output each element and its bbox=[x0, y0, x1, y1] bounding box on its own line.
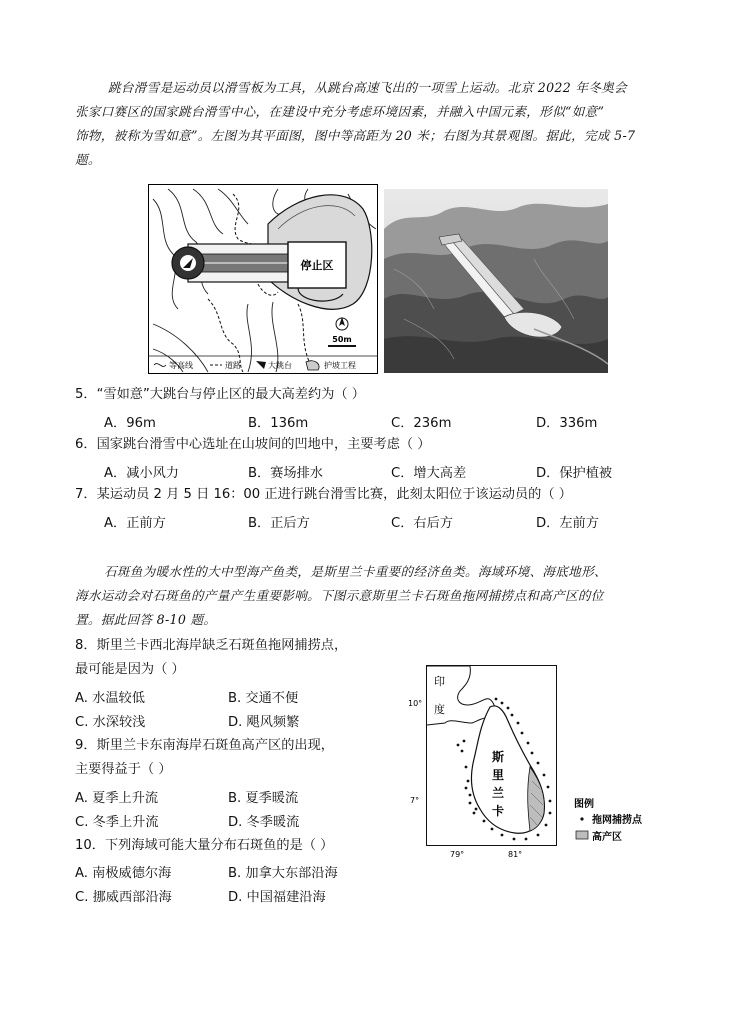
q7-option-c[interactable]: C．右后方 bbox=[391, 516, 453, 531]
passage2-line2: 海水运动会对石斑鱼的产量产生重要影响。下图示意斯里兰卡石斑鱼拖网捕捞点和高产区的位 bbox=[75, 588, 604, 603]
q8-option-b[interactable]: B. 交通不便 bbox=[228, 691, 299, 706]
high-yield-legend-icon bbox=[576, 831, 588, 839]
map-india-label-top: 印 bbox=[434, 675, 445, 688]
question-6-stem: 6．国家跳台滑雪中心选址在山坡间的凹地中，主要考虑（ ） bbox=[75, 437, 431, 452]
question-7-stem: 7．某运动员 2 月 5 日 16：00 正进行跳台滑雪比赛，此刻太阳位于该运动员的（ ） bbox=[75, 487, 572, 502]
q10-option-a[interactable]: A. 南极威德尔海 bbox=[75, 866, 172, 881]
passage1-line3: 饰物，被称为雪如意”。左图为其平面图，图中等高距为 20 米；右图为其景观图。据此，完成 5-7 bbox=[75, 128, 636, 143]
map-country-char-3: 兰 bbox=[492, 786, 505, 800]
q9-option-c[interactable]: C. 冬季上升流 bbox=[75, 815, 159, 830]
passage1-line1: 跳台滑雪是运动员以滑雪板为工具，从跳台高速飞出的一项雪上运动。北京 2022 年冬奥会 bbox=[108, 80, 627, 95]
legend-jump: 大跳台 bbox=[268, 361, 292, 370]
q10-option-b[interactable]: B. 加拿大东部沿海 bbox=[228, 866, 338, 881]
legend-slope: 护坡工程 bbox=[324, 361, 356, 370]
q5-option-d[interactable]: D．336m bbox=[536, 416, 598, 431]
ski-jump-landscape-photo bbox=[384, 189, 608, 373]
q9-option-a[interactable]: A. 夏季上升流 bbox=[75, 791, 159, 806]
q7-option-d[interactable]: D．左前方 bbox=[536, 516, 599, 531]
question-8-stem: 8．斯里兰卡西北海岸缺乏石斑鱼拖网捕捞点， bbox=[75, 638, 348, 653]
ski-jump-plan-map bbox=[148, 184, 378, 374]
question-5-stem: 5．“雪如意”大跳台与停止区的最大高差约为（ ） bbox=[75, 387, 365, 402]
passage2-line3: 置。据此回答 8-10 题。 bbox=[75, 612, 217, 627]
q7-option-a[interactable]: A．正前方 bbox=[104, 516, 166, 531]
legend-title: 图例 bbox=[574, 799, 594, 810]
q6-option-a[interactable]: A．减小风力 bbox=[104, 466, 179, 481]
q6-option-b[interactable]: B．赛场排水 bbox=[248, 466, 323, 481]
map-country-char-2: 里 bbox=[492, 768, 505, 782]
map-country-char-1: 斯 bbox=[492, 750, 505, 764]
q5-option-c[interactable]: C．236m bbox=[391, 416, 452, 431]
q10-option-d[interactable]: D. 中国福建沿海 bbox=[228, 890, 326, 905]
trawling-point-legend-icon bbox=[580, 817, 583, 820]
passage2-line1: 石斑鱼为暖水性的大中型海产鱼类，是斯里兰卡重要的经济鱼类。海域环境、海底地形、 bbox=[104, 564, 607, 579]
stop-area-label: 停止区 bbox=[300, 259, 334, 272]
q5-option-a[interactable]: A．96m bbox=[104, 416, 156, 431]
q8-option-d[interactable]: D. 飓风频繁 bbox=[228, 715, 300, 730]
map-india-label-bottom: 度 bbox=[434, 703, 445, 716]
legend-contour: 等高线 bbox=[169, 361, 193, 370]
q10-option-c[interactable]: C. 挪威西部沿海 bbox=[75, 890, 172, 905]
q8-option-c[interactable]: C. 水深较浅 bbox=[75, 715, 146, 730]
question-9-stem: 9．斯里兰卡东南海岸石斑鱼高产区的出现， bbox=[75, 738, 334, 753]
legend-trawling-points: 拖网捕捞点 bbox=[592, 815, 642, 826]
scale-label: 50m bbox=[332, 335, 352, 344]
q6-option-c[interactable]: C．增大高差 bbox=[391, 466, 467, 481]
lon-81-label: 81° bbox=[508, 850, 523, 859]
lat-10-label: 10° bbox=[408, 699, 423, 708]
lon-79-label: 79° bbox=[450, 850, 465, 859]
passage1-line4: 题。 bbox=[75, 152, 101, 167]
q6-option-d[interactable]: D．保护植被 bbox=[536, 466, 613, 481]
q9-option-d[interactable]: D. 冬季暖流 bbox=[228, 815, 300, 830]
lat-7-label: 7° bbox=[410, 796, 420, 805]
map-country-char-4: 卡 bbox=[492, 804, 505, 818]
q7-option-b[interactable]: B．正后方 bbox=[248, 516, 310, 531]
question-9-stem-cont: 主要得益于（ ） bbox=[75, 762, 172, 777]
q5-option-b[interactable]: B．136m bbox=[248, 416, 309, 431]
legend-road: 道路 bbox=[225, 361, 241, 370]
passage1-line2: 张家口赛区的国家跳台滑雪中心，在建设中充分考虑环境因素，并融入中国元素，形似“如意” bbox=[75, 104, 605, 119]
legend-high-yield: 高产区 bbox=[592, 832, 622, 843]
question-8-stem-cont: 最可能是因为（ ） bbox=[75, 662, 185, 677]
q8-option-a[interactable]: A. 水温较低 bbox=[75, 691, 145, 706]
question-10-stem: 10．下列海域可能大量分布石斑鱼的是（ ） bbox=[75, 838, 334, 853]
sri-lanka-map bbox=[400, 663, 670, 863]
q9-option-b[interactable]: B. 夏季暖流 bbox=[228, 791, 299, 806]
